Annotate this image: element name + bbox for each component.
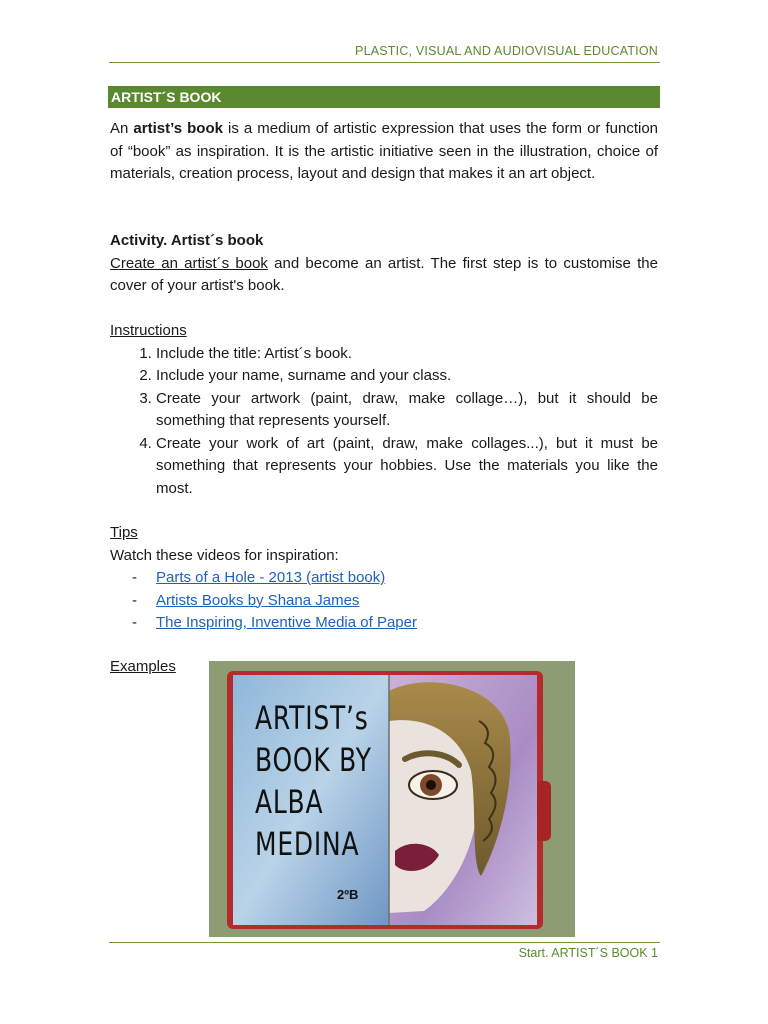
video-link-media-of-paper[interactable]: The Inspiring, Inventive Media of Paper — [156, 614, 417, 631]
header-divider — [109, 62, 660, 63]
instructions-list — [110, 343, 658, 501]
cover-title-line: BOOK BY — [255, 741, 372, 779]
list-item: 2. Include your name, surname and your class. — [156, 365, 658, 388]
tips-heading: Tips — [110, 524, 138, 541]
header-title: PLASTIC, VISUAL AND AUDIOVISUAL EDUCATION — [355, 44, 658, 58]
activity-link[interactable]: Create an artist´s book — [110, 254, 268, 272]
intro-lead: An — [110, 120, 134, 137]
intro-rest: is a medium of artistic expression that uses the form or function of “book” as inspiration. It is the artistic initiative seen in the illustration, choice of materials, creation process, layout and design that makes it an art object. — [110, 120, 659, 182]
video-links-list — [110, 567, 658, 635]
dash-bullet: - — [132, 591, 137, 609]
intro-bold-term: artist’s book — [133, 120, 223, 137]
cover-title-line: ARTIST’s — [255, 699, 369, 737]
list-item: 1. Include the title: Artist´s book. — [156, 343, 658, 366]
list-item: 3. Create your artwork (paint, draw, make collage…), but it should be something that represents yourself. — [156, 388, 658, 433]
footer-divider — [109, 942, 660, 943]
activity-block — [110, 230, 658, 298]
tips-intro: Watch these videos for inspiration: — [110, 546, 339, 564]
cover-title-line: ALBA — [255, 783, 324, 821]
dash-bullet: - — [132, 614, 137, 631]
video-link-shana-james[interactable]: Artists Books by Shana James — [156, 591, 360, 609]
examples-heading: Examples — [110, 658, 176, 675]
instructions-block — [110, 320, 658, 500]
intro-paragraph — [110, 118, 658, 186]
list-item — [132, 567, 658, 590]
list-item — [132, 590, 658, 613]
cover-title-line: MEDINA — [255, 825, 360, 863]
activity-heading: Activity. Artist´s book — [110, 232, 264, 249]
example-artist-book-photo — [209, 661, 575, 937]
activity-text: and become an artist. The first step is to customise the cover of your artist's book. — [110, 254, 658, 294]
cover-title — [255, 697, 372, 865]
footer-text: Start. ARTIST´S BOOK 1 — [518, 946, 658, 960]
video-link-parts-of-a-hole[interactable]: Parts of a Hole - 2013 (artist book) — [156, 569, 386, 586]
instructions-heading: Instructions — [110, 322, 187, 339]
list-item — [132, 612, 658, 635]
tips-block — [110, 522, 658, 635]
class-mark: 2ºB — [337, 887, 359, 902]
list-item: 4. Create your work of art (paint, draw, make collages...), but it must be something that represents your hobbies. Use the materials you like the most. — [156, 433, 658, 501]
dash-bullet: - — [132, 569, 137, 586]
section-title-bar: ARTIST´S BOOK — [108, 86, 660, 108]
